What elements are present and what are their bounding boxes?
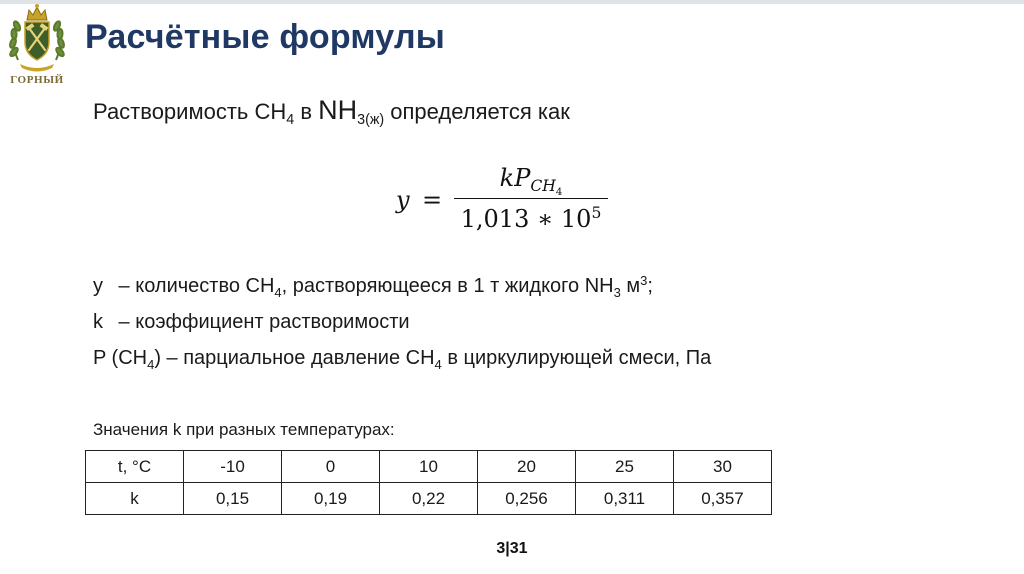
intro-sentence xyxy=(93,95,570,126)
nh-text: NH xyxy=(318,95,358,125)
def-y-s2: 3 xyxy=(613,284,621,300)
definition-y xyxy=(93,268,711,304)
def-p-s2: 4 xyxy=(434,356,442,372)
def-p-t2: ) – парциальное давление CH xyxy=(154,347,435,369)
definitions-list xyxy=(93,268,711,376)
table-cell: 0 xyxy=(282,451,380,483)
definition-p xyxy=(93,340,711,376)
def-p-t1: P (CH xyxy=(93,347,148,369)
def-y-t2: , растворяющееся в 1 т жидкого NH xyxy=(281,275,614,297)
def-p-s1: 4 xyxy=(147,356,155,372)
table-cell: 0,15 xyxy=(184,483,282,515)
formula-fraction xyxy=(454,160,608,235)
def-p-t3: в циркулирующей смеси, Па xyxy=(441,347,712,369)
table-caption: Значения k при разных температурах: xyxy=(93,420,395,439)
def-y-t4: ; xyxy=(647,275,653,297)
table-cell: 0,311 xyxy=(576,483,674,515)
formula-equals: = xyxy=(422,186,443,214)
table-cell: 0,357 xyxy=(674,483,772,515)
def-k-symbol: k xyxy=(93,311,103,333)
table-cell: 10 xyxy=(380,451,478,483)
table-cell: 30 xyxy=(674,451,772,483)
page-number: 3|31 xyxy=(496,540,528,557)
logo-text: ГОРНЫЙ xyxy=(10,74,64,86)
table-cell: 0,19 xyxy=(282,483,380,515)
formula-den-exp: 5 xyxy=(591,204,602,223)
intro-mid: в xyxy=(294,99,319,124)
def-y-sup: 3 xyxy=(640,272,648,288)
top-border xyxy=(0,0,1024,4)
table-cell: 20 xyxy=(478,451,576,483)
table-cell: 0,22 xyxy=(380,483,478,515)
table-cell: 0,256 xyxy=(478,483,576,515)
def-y-symbol: y xyxy=(93,275,103,297)
definition-k xyxy=(93,304,711,340)
table-header-cell: k xyxy=(86,483,184,515)
intro-text: Растворимость CH xyxy=(93,99,287,124)
def-k-text: – коэффициент растворимости xyxy=(113,311,410,333)
formula-den-main: 1,013 ∗ 10 xyxy=(460,205,592,233)
table-row-temperature xyxy=(86,451,772,483)
formula-num-sub: CH xyxy=(530,177,556,196)
table-header-cell: t, °C xyxy=(86,451,184,483)
formula-P: P xyxy=(514,164,531,192)
formula-num-sub-sub: 4 xyxy=(555,187,563,198)
solubility-table xyxy=(85,450,772,515)
table-row-k xyxy=(86,483,772,515)
table-cell: -10 xyxy=(184,451,282,483)
emblem-icon xyxy=(4,2,70,74)
page-title: Расчётные формулы xyxy=(85,18,445,56)
def-y-t1: – количество CH xyxy=(113,275,275,297)
formula-denominator xyxy=(454,203,608,235)
university-logo xyxy=(4,2,70,88)
def-y-s1: 4 xyxy=(274,284,282,300)
table-cell: 25 xyxy=(576,451,674,483)
formula-numerator xyxy=(454,160,608,196)
formula-k: k xyxy=(499,164,515,192)
fraction-bar xyxy=(454,198,608,199)
ch4-subscript: 4 xyxy=(286,112,295,128)
nh-subscript: 3(ж) xyxy=(357,112,385,128)
formula-lhs: y xyxy=(396,186,410,214)
intro-end: определяется как xyxy=(384,99,570,124)
def-y-t3: м xyxy=(620,275,641,297)
